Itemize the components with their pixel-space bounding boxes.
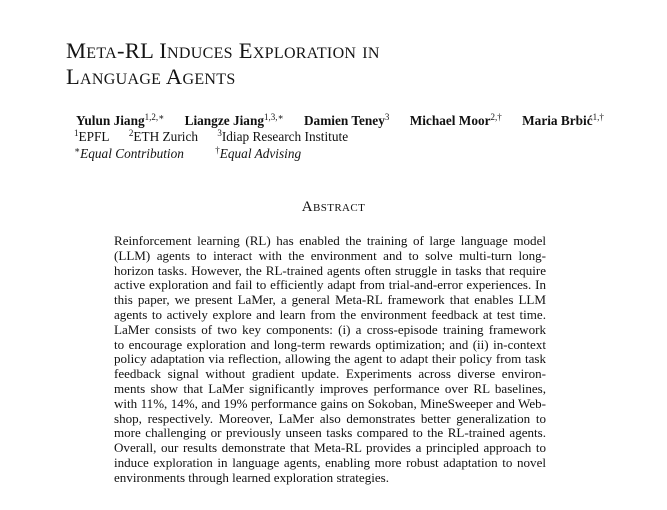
affiliation-mark: 1 xyxy=(74,128,79,138)
abstract-line: to encourage exploration and long-term rewards optimization; and (ii) in-context xyxy=(114,336,546,352)
abstract-line: horizon tasks. However, the RL-trained agents often struggle in tasks that require xyxy=(114,262,546,278)
author xyxy=(304,113,389,128)
abstract-line: Reinforcement learning (RL) has enabled the training of large language model xyxy=(114,233,546,248)
author-marks: 1,2,∗ xyxy=(144,112,165,122)
author-name: Maria Brbić xyxy=(522,113,593,128)
author-name: Damien Teney xyxy=(303,113,385,128)
abstract-line: environments through learned exploration strategies. xyxy=(114,469,389,485)
author-marks: 2,† xyxy=(490,112,502,122)
abstract-line: induce exploration in language agents, enabling more robust adaptation to novel xyxy=(114,454,546,470)
note-text: Equal Contribution xyxy=(80,146,184,161)
affiliation xyxy=(74,129,118,144)
abstract-body xyxy=(114,234,546,486)
paper-title xyxy=(66,38,380,90)
title-line: Language Agents xyxy=(66,64,236,89)
note-mark: † xyxy=(215,145,220,155)
affiliation-name: ETH Zurich xyxy=(133,129,198,144)
abstract-line: LaMer consists of two key components: (i) a cross-episode training framework xyxy=(114,321,546,337)
author-note xyxy=(215,146,315,161)
affiliation-mark: 2 xyxy=(128,128,134,138)
author xyxy=(76,113,164,128)
abstract-heading: Abstract xyxy=(301,199,366,215)
abstract-line: active exploration and fail to efficiently adapt from trial-and-error experiences. In xyxy=(114,277,546,293)
abstract-line: agents to actively explore and learn from the environment feedback at test time. xyxy=(114,306,546,322)
title-line: Meta-RL Induces Exploration in xyxy=(66,38,380,63)
author-marks: 1,† xyxy=(592,112,604,122)
author-note xyxy=(74,146,198,161)
affiliation-name: EPFL xyxy=(78,129,110,144)
abstract-line: ments show that LaMer significantly improves performance over RL baselines, xyxy=(114,380,546,396)
affiliation-name: Idiap Research Institute xyxy=(221,129,349,144)
affiliation xyxy=(217,129,356,144)
author xyxy=(522,113,604,128)
author-marks: 3 xyxy=(384,112,390,122)
abstract-line: shop, respectively. Moreover, LaMer also demonstrates better generalization to xyxy=(114,410,546,426)
affiliation-mark: 3 xyxy=(217,128,222,138)
author-name: Michael Moor xyxy=(409,113,491,128)
author-notes xyxy=(74,146,329,162)
affiliation xyxy=(129,129,206,144)
abstract-line: Overall, our results demonstrate that Meta-RL provides a principled approach to xyxy=(114,440,546,456)
abstract-line: (LLM) agents to interact with the environment and to solve multi-turn long- xyxy=(114,247,546,263)
abstract-line: this paper, we present LaMer, a general Meta-RL framework that enables LLM xyxy=(114,292,546,308)
abstract-line: more challenging or previously unseen tasks compared to the RL-trained agents. xyxy=(114,425,546,441)
author xyxy=(410,113,502,128)
author xyxy=(185,113,284,128)
author-list xyxy=(76,113,621,129)
abstract-line: feedback signal without gradient update. Experiments across diverse environ- xyxy=(114,366,546,382)
abstract-line: policy adaptation via reflection, allowing the agent to adapt their policy from task xyxy=(114,351,546,367)
author-marks: 1,3,∗ xyxy=(264,112,284,122)
note-text: Equal Advising xyxy=(219,146,302,161)
author-name: Yulun Jiang xyxy=(76,113,145,128)
note-mark: ∗ xyxy=(74,145,81,155)
affiliation-list xyxy=(74,129,364,145)
author-name: Liangze Jiang xyxy=(184,113,264,128)
abstract-line: with 11%, 14%, and 19% performance gains on Sokoban, MineSweeper and Web- xyxy=(114,395,546,411)
